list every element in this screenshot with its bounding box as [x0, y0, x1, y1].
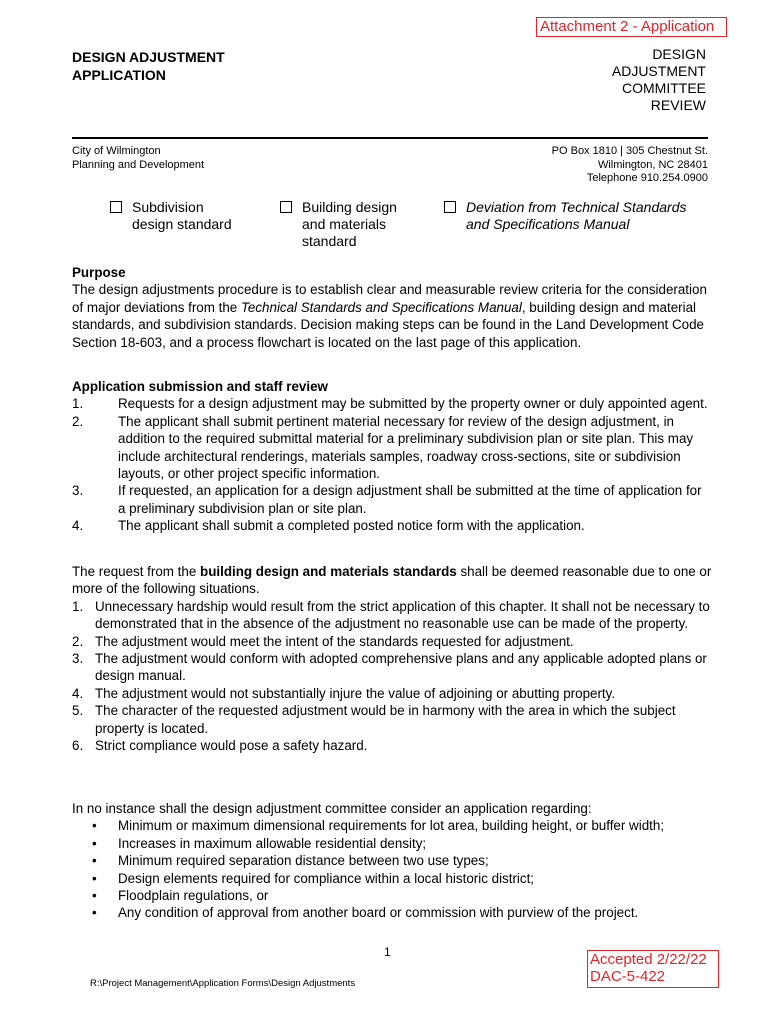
exclusions-intro: In no instance shall the design adjustment committee consider an application regarding: [72, 801, 592, 816]
contact-address [552, 145, 708, 186]
reasonable-intro: The request from the building design and materials standards shall be deemed reasonable due to one or more of the following situations. [72, 564, 712, 597]
submission-section [72, 378, 712, 535]
list-item: • Increases in maximum allowable residential density; [92, 835, 427, 851]
reasonable-criteria-section [72, 563, 712, 754]
list-item: 4. The applicant shall submit a completed posted notice form with the application. [72, 518, 585, 534]
committee-line: DESIGN [652, 46, 706, 62]
list-item: 6. Strict compliance would pose a safety hazard. [72, 738, 368, 754]
attachment-stamp [536, 17, 727, 37]
purpose-heading: Purpose [72, 265, 126, 280]
list-item: 3. If requested, an application for a design adjustment shall be submitted at the time of application for a preliminary subdivision plan or site plan. [72, 483, 702, 516]
list-item: • Any condition of approval from another board or commission with purview of the project. [92, 905, 639, 921]
accepted-stamp-date: Accepted 2/22/22 [590, 951, 707, 968]
list-item: 1. Requests for a design adjustment may be submitted by the property owner or duly appointed agent. [72, 396, 708, 412]
list-item: • Minimum required separation distance between two use types; [92, 853, 489, 869]
list-item: • Minimum or maximum dimensional requirements for lot area, building height, or buffer width; [92, 818, 665, 834]
address-line: PO Box 1810 | 305 Chestnut St. [551, 145, 708, 157]
header-divider [72, 137, 708, 139]
checkbox-box-icon[interactable] [110, 201, 122, 213]
list-item: 1. Unnecessary hardship would result from the strict application of this chapter. It shall not be necessary to demonstrated that in the absence of the adjustment no reasonable use can be made of the property. [72, 598, 710, 632]
exclusions-list [72, 817, 712, 921]
checkbox-label: Subdivision design standard [132, 199, 232, 232]
committee-review-label [506, 46, 706, 114]
committee-line: ADJUSTMENT [611, 63, 706, 79]
checkbox-label: Building design and materials standard [302, 199, 397, 249]
address-line: Telephone 910.254.0900 [586, 172, 708, 184]
list-item: 4. The adjustment would not substantially injure the value of adjoining or abutting property. [72, 685, 616, 701]
list-item: 3. The adjustment would conform with adopted comprehensive plans and any applicable adopted plans or design manual. [72, 651, 707, 684]
address-line: Wilmington, NC 28401 [597, 158, 708, 171]
list-item: • Floodplain regulations, or [92, 888, 269, 904]
exclusions-section [72, 800, 712, 922]
list-item: 5. The character of the requested adjustment would be in harmony with the area in which the subject property is located. [72, 703, 676, 736]
department-address [72, 145, 204, 172]
address-line: City of Wilmington [72, 145, 161, 157]
reasonable-list [72, 598, 712, 755]
page-number: 1 [384, 945, 391, 959]
purpose-text: The design adjustments procedure is to establish clear and measurable review criteria for the consideration of major deviations from the Technical Standards and Specifications Manual, building design and material standards, and subdivision standards. Decision making steps can be found in the Land Development Code Section 18-603, and a process flowchart is located on the last page of this application. [72, 282, 707, 350]
address-line: Planning and Development [72, 158, 205, 171]
committee-line: COMMITTEE [622, 80, 706, 96]
title-line-1: DESIGN ADJUSTMENT [72, 49, 225, 65]
checkbox-label: Deviation from Technical Standards and Specifications Manual [466, 199, 687, 232]
checkbox-box-icon[interactable] [280, 201, 292, 213]
attachment-stamp-text: Attachment 2 - Application [540, 18, 715, 35]
submission-list [72, 395, 712, 534]
title-line-2: APPLICATION [72, 67, 166, 83]
checkbox-box-icon[interactable] [444, 201, 456, 213]
list-item: 2. The adjustment would meet the intent of the standards requested for adjustment. [72, 633, 574, 649]
purpose-section [72, 264, 712, 351]
list-item: 2. The applicant shall submit pertinent material necessary for review of the design adjustment, in addition to the required submittal material for a preliminary subdivision plan or site plan. This may include architectural renderings, materials samples, roadway cross-sections, site or subdivision layouts, or other project specific information. [72, 413, 694, 482]
accepted-stamp [587, 950, 719, 988]
committee-line: REVIEW [650, 97, 706, 113]
page-title [72, 48, 225, 84]
list-item: • Design elements required for compliance within a local historic district; [92, 870, 535, 886]
file-path-footer: R:\Project Management\Application Forms\Design Adjustments [90, 978, 356, 989]
submission-heading: Application submission and staff review [72, 379, 328, 394]
accepted-stamp-case: DAC-5-422 [590, 968, 666, 985]
